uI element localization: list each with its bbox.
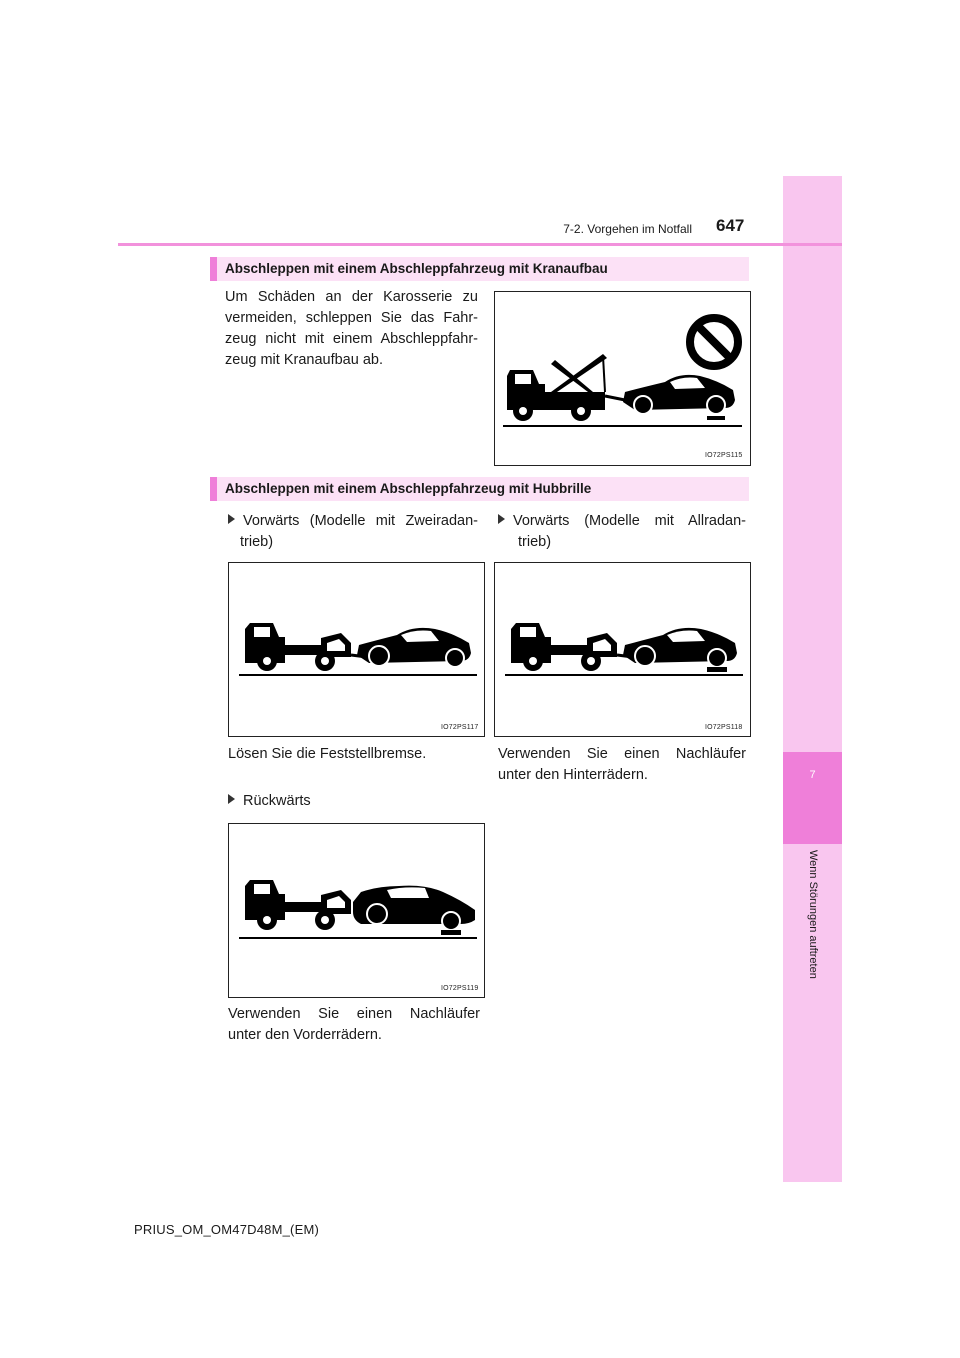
- bullet-triangle-icon: [498, 514, 505, 524]
- section-accent: [210, 477, 217, 501]
- tow-truck-icon: [245, 880, 351, 930]
- forward-awd-illustration: [495, 563, 750, 736]
- figure-code-119: IO72PS119: [441, 985, 479, 992]
- page-number: 647: [716, 216, 745, 235]
- caption-awd-line-1: Verwenden Sie einen Nachläufer: [498, 746, 746, 762]
- bullet-triangle-icon: [228, 794, 235, 804]
- section-title-crane: Abschleppen mit einem Abschleppfahrzeug mit Kranaufbau: [225, 261, 608, 276]
- crane-text-line-2: vermeiden, schleppen Sie das Fahr-: [225, 310, 478, 326]
- figure-code-115: IO72PS115: [705, 452, 743, 459]
- section-bar-wheel-lift: [210, 477, 749, 501]
- figure-forward-2wd: [228, 562, 485, 737]
- figure-backward: [228, 823, 485, 998]
- caption-backward-line-2: unter den Vorderrädern.: [228, 1027, 382, 1043]
- label-backward: [228, 791, 311, 812]
- car-icon: [623, 375, 735, 420]
- crane-text-line-4: zeug mit Kranaufbau ab.: [225, 352, 383, 368]
- label-forward-2wd: [228, 511, 478, 553]
- crane-warning-text: [225, 287, 478, 371]
- chapter-label: [783, 850, 842, 1110]
- forward-2wd-line-2: trieb): [240, 534, 274, 550]
- crane-text-line-1: Um Schäden an der Karosserie zu: [225, 289, 478, 305]
- section-bar-crane: [210, 257, 749, 281]
- chapter-number: 7: [783, 752, 842, 844]
- caption-awd-line-2: unter den Hinterrädern.: [498, 767, 648, 783]
- chapter-label-text: Wenn Störungen auftreten: [806, 850, 819, 979]
- car-icon: [353, 886, 475, 935]
- section-accent: [210, 257, 217, 281]
- figure-forward-awd: [494, 562, 751, 737]
- tow-truck-icon: [511, 623, 633, 671]
- backward-illustration: [229, 824, 484, 997]
- crane-tow-illustration: [495, 292, 750, 465]
- forward-2wd-line-1: Vorwärts (Modelle mit Zweiradan-: [243, 513, 478, 529]
- caption-backward: [228, 1004, 480, 1046]
- forward-awd-line-1: Vorwärts (Modelle mit Allradan-: [513, 513, 746, 529]
- figure-code-118: IO72PS118: [705, 724, 743, 731]
- section-heading: 7-2. Vorgehen im Notfall: [563, 222, 692, 236]
- car-icon: [623, 628, 737, 672]
- prohibited-icon: [690, 318, 738, 366]
- crane-text-line-3: zeug nicht mit einem Abschleppfahr-: [225, 331, 478, 347]
- header-divider: [118, 243, 842, 246]
- backward-label-text: Rückwärts: [243, 793, 311, 809]
- car-icon: [357, 628, 471, 667]
- figure-code-117: IO72PS117: [441, 724, 479, 731]
- bullet-triangle-icon: [228, 514, 235, 524]
- tow-truck-icon: [245, 623, 367, 671]
- tow-truck-icon: [507, 354, 625, 421]
- forward-2wd-illustration: [229, 563, 484, 736]
- figure-crane-tow: [494, 291, 751, 466]
- forward-awd-line-2: trieb): [518, 534, 552, 550]
- caption-forward-2wd: Lösen Sie die Feststellbremse.: [228, 746, 427, 762]
- label-forward-awd: [498, 511, 746, 553]
- document-id: PRIUS_OM_OM47D48M_(EM): [134, 1222, 319, 1237]
- section-title-wheel-lift: Abschleppen mit einem Abschleppfahrzeug mit Hubbrille: [225, 481, 592, 496]
- caption-forward-awd: [498, 744, 746, 786]
- caption-backward-line-1: Verwenden Sie einen Nachläufer: [228, 1006, 480, 1022]
